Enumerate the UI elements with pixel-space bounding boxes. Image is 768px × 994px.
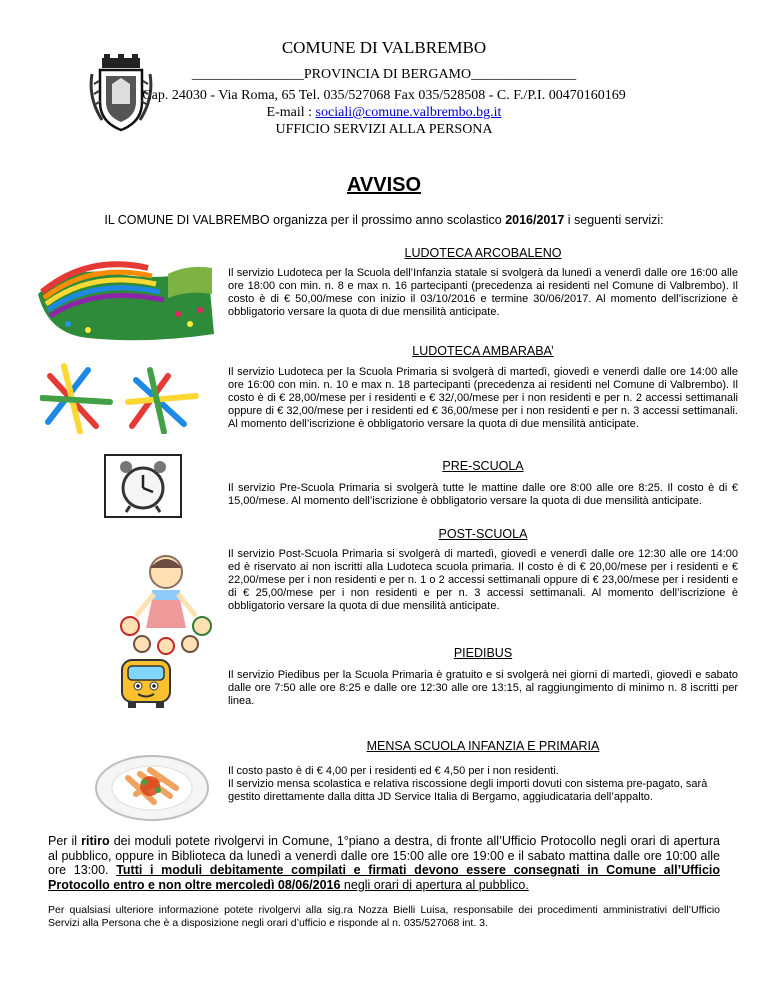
section-title-pre-scuola: PRE-SCUOLA — [442, 459, 524, 473]
address-line: Cap. 24030 - Via Roma, 65 Tel. 035/527068 Fax 035/528508 - C. F./P.I. 00470160169 — [142, 88, 626, 103]
alarm-clock-icon — [104, 454, 182, 518]
email-link[interactable]: sociali@comune.valbrembo.bg.it — [315, 105, 502, 120]
municipality-title: COMUNE DI VALBREMBO — [281, 38, 487, 57]
office-line: UFFICIO SERVIZI ALLA PERSONA — [275, 122, 493, 137]
school-bus-icon — [116, 652, 176, 712]
section-text-ludoteca-arcobaleno: Il servizio Ludoteca per la Scuola dell’Infanzia statale si svolgerà da lunedì a venerdì dalle ore 16:00 alle ore 18:00 con min. n. 8 e max n. 16 partecipanti (precedenza ai residenti nel Comune di Valbrembo). Il costo è di € 50,00/mese con inizio il 03/10/2016 e termine 30/06/2017. Al momento dell’iscrizione è obbligatorio versare la quota di due mensilità anticipate. — [228, 267, 738, 318]
contact-paragraph: Per qualsiasi ulteriore informazione potete rivolgervi alla sig.ra Nozza Bielli Luisa, responsabile dei procedimenti amministrativi dell’Ufficio Servizi alla Persona che è a disposizione negli orari d’ufficio e risponde al n. 035/527068 int. 3. — [48, 904, 720, 929]
pasta-plate-icon — [92, 748, 212, 824]
intro-text: IL COMUNE DI VALBREMBO organizza per il prossimo anno scolastico 2016/2017 i seguenti servizi: — [104, 213, 664, 227]
crossed-pencils-icon — [40, 362, 200, 434]
section-text-mensa: Il costo pasto è di € 4,00 per i residenti ed € 4,50 per i non residenti. Il servizio mensa scolastica e relativa riscossione degli importi dovuti con sistema pre-pagato, sarà gestito direttamente dalla ditta JD Service Italia di Bergamo, aggiudicataria dell’appalto. — [228, 765, 708, 803]
section-text-ludoteca-ambaraba: Il servizio Ludoteca per la Scuola Primaria si svolgerà di martedì, giovedì e venerdì dalle ore 14:00 alle ore 16:00 con min. n. 10 e max n. 18 partecipanti (precedenza ai residenti nel Comune di Valbrembo). Il costo è di € 28,00/mese per i residenti e € 32/,00/mese per i non residenti e per n. 2 accessi settimanali oppure di € 32,00/mese per i residenti ed € 36,00/mese per i non residenti e per n. 3 accessi settimanali. Al momento dell’iscrizione è obbligatorio versare la quota di due mensilità anticipate. — [228, 366, 738, 430]
children-group-icon — [116, 550, 216, 656]
section-text-pre-scuola: Il servizio Pre-Scuola Primaria si svolgerà tutte le mattine dalle ore 8:00 alle ore 8:25. Il costo è di € 15,00/mese. Al momento dell’iscrizione è obbligatorio versare la quota di due mensilità anticipate. — [228, 482, 738, 507]
pickup-paragraph: Per il ritiro dei moduli potete rivolgervi in Comune, 1°piano a destra, di fronte all’Ufficio Protocollo negli orari di apertura al pubblico, oppure in Biblioteca da lunedì a venerdì dalle ore 15:00 alle ore 19:00 e il sabato mattina dalle ore 10:00 alle ore 13:00. Tutti i moduli debitamente compilati e firmati devono essere consegnati in Comune all’Ufficio Protocollo entro e non oltre mercoledì 08/06/2016 negli orari di apertura al pubblico. — [48, 834, 721, 892]
notice-title: AVVISO — [346, 174, 422, 196]
rainbow-landscape-icon — [28, 254, 218, 344]
section-title-ludoteca-arcobaleno: LUDOTECA ARCOBALENO — [404, 246, 562, 260]
section-title-mensa: MENSA SCUOLA INFANZIA E PRIMARIA — [366, 739, 600, 753]
section-text-piedibus: Il servizio Piedibus per la Scuola Primaria è gratuito e si svolgerà nei giorni di martedì, giovedì e sabato dalle ore 7:50 alle ore 8:25 e dalle ore 12:30 alle ore 13:15, al raggiungimento di minimo n. 8 iscritti per linea. — [228, 669, 738, 707]
section-title-ludoteca-ambaraba: LUDOTECA AMBARABA’ — [412, 344, 554, 358]
province-line: ________________PROVINCIA DI BERGAMO_______________ — [191, 67, 577, 82]
section-title-post-scuola: POST-SCUOLA — [438, 527, 528, 541]
section-title-piedibus: PIEDIBUS — [453, 646, 513, 660]
email-line: E-mail : sociali@comune.valbrembo.bg.it — [266, 105, 502, 120]
section-text-post-scuola: Il servizio Post-Scuola Primaria si svolgerà di martedì, giovedì e venerdì dalle ore 12:30 alle ore 14:00 ed è riservato ai non iscritti alla Ludoteca scuola primaria. Il costo è di € 20,00/mese per i residenti e € 22,00/mese per i non residenti e per n. 1 o 2 accessi settimanali oppure di € 23,00/mese per i residenti e di € 25,00/mese per i non residenti e per n. 3 accessi settimanali. Al momento dell’iscrizione è obbligatorio versare la quota di due mensilità anticipate. — [228, 548, 738, 612]
